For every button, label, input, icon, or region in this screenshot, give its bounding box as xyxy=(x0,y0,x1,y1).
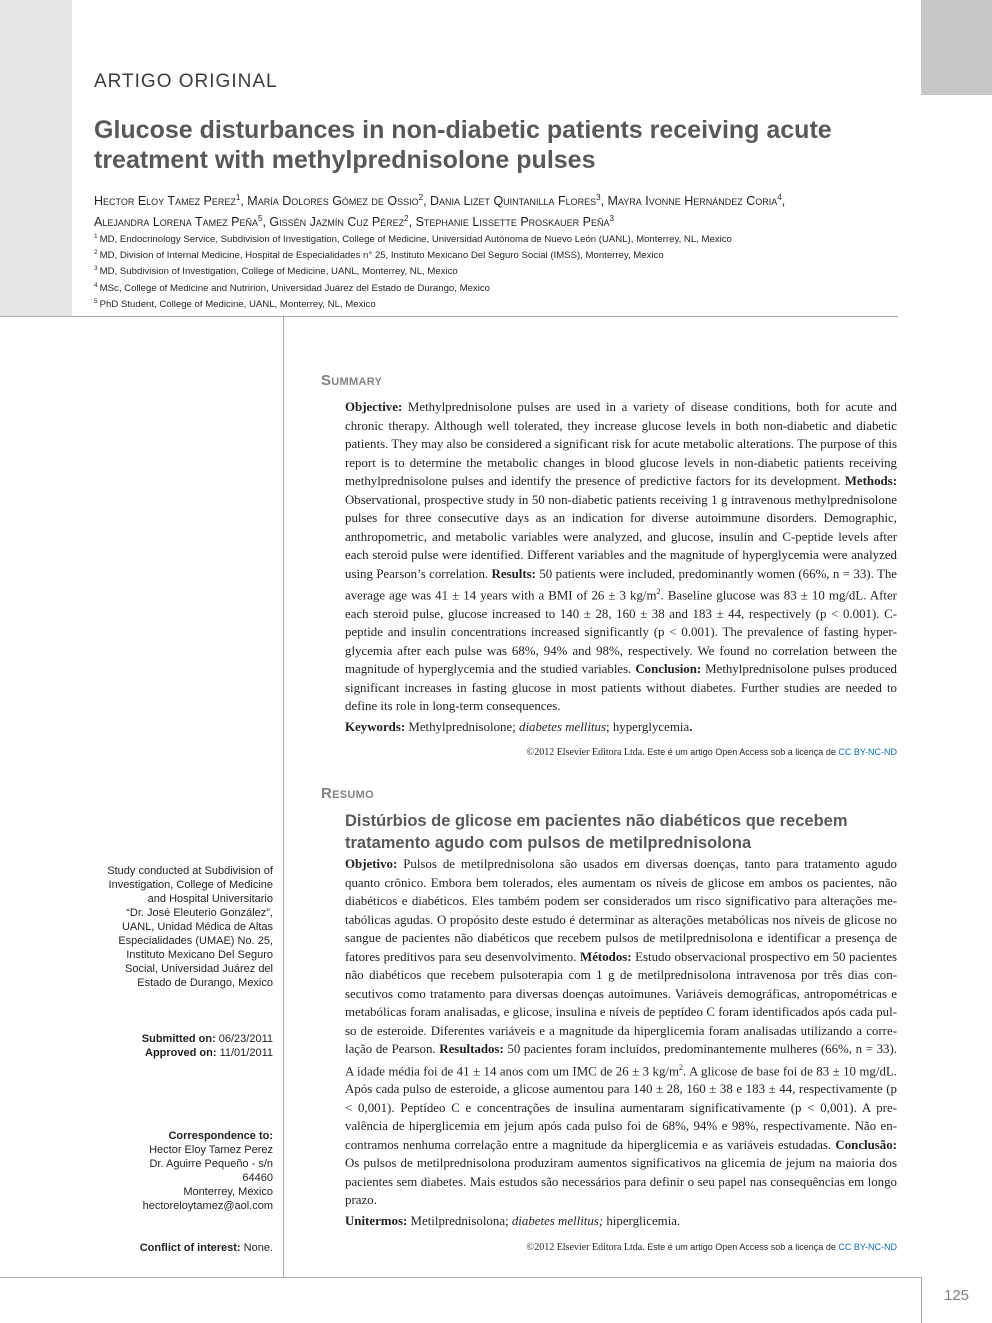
resultados-superscript: 2 xyxy=(679,1062,684,1072)
metodos-text: Estudo observacional prospectivo em 50 pacientes não diabéticos que recebem pulsoterapia com 1 g de metilprednisolona intravenosa por três dias consecutivos como tratamento para diversas doenças autoimunes. Variáveis demográficas, antropométricas e metabólicas foram analisadas, e glicose, insulina e níveis de peptídeo C foram identificados após cada pulso de esteroide. Diferentes variáveis e a magnitude da hiperglicemia foram analisadas utilizando a correlação de Pearson. xyxy=(345,949,898,1056)
objective-text: Methylprednisolone pulses are used in a variety of disease conditions, both for acute and chronic therapy. Although well tolerated, they increase glucose levels in both non-diabetic and diabetic patients. They may also be considered a significant risk for acute metabolic alterations. The purpose of this report is to determine the metabolic changes in blood glucose levels in non-diabetic patients receiving methylprednisolone pulses and identify the presence of predictive factors for its development. xyxy=(345,400,897,488)
results-text-cont: . Baseline glucose was 83 ± 10 mg/dL. After each steroid pulse, glucose increased to 140 ± 28, 160 ± 38 and 183 ± 44, respectively (p < 0.001). C-peptide and insulin concentrations increased significantly (p < 0.001). The prevalence of fasting hyperglycemia after each pulse was 68%, 94% and 98%, respectively. We found no correlation between the magnitude of hyperglycemia and the studied variables. xyxy=(345,588,897,677)
affiliation-item: $^4$ MSc, College of Medicine and Nutririon, Universidad Juárez del Estado de Durango, Mexico xyxy=(94,281,490,294)
submission-dates xyxy=(60,1032,273,1060)
resumo-title: Distúrbios de glicose em pacientes não diabéticos que recebem tratamento agudo com pulsos de metilprednisolona xyxy=(345,812,848,852)
section-label: ARTIGO ORIGINAL xyxy=(94,71,278,92)
objective-label: Objective: xyxy=(345,400,403,414)
license-link[interactable]: CC BY-NC-ND xyxy=(838,1242,897,1252)
affiliation-item: $^1$ MD, Endocrinology Service, Subdivision of Investigation, College of Medicine, Universidad Autónoma de Nuevo León (UANL), Monterrey, NL, Mexico xyxy=(94,233,732,246)
keywords-label: Keywords: xyxy=(345,720,406,734)
author-affil-number: 2 xyxy=(404,214,409,224)
unitermos-label: Unitermos: xyxy=(345,1214,408,1228)
resultados-label: Resultados: xyxy=(439,1042,504,1056)
resumo-unitermos: Unitermos: Metilprednisolona; diabetes mellitus; hiperglicemia. xyxy=(345,1214,681,1228)
conflict-of-interest: Conflict of interest: None. xyxy=(139,1242,273,1254)
methods-text: Observational, prospective study in 50 non-diabetic patients receiving 1 g intravenous methylprednisolone pulses for three consecutive days as an indication for diverse autoimmune disorders. Demographic, anthropometric, and metabolic variables were analyzed, and glucose, insulin and C-peptide levels after each steroid pulse were identified. Different variables and the magnitude of hyperglycemia were analyzed using Pearson’s correlation. xyxy=(345,492,897,581)
methods-label: Methods: xyxy=(844,474,897,488)
author-list xyxy=(94,189,884,231)
submitted-date: Submitted on: 06/23/2011 xyxy=(141,1033,273,1045)
author-name: María Dolores Gómez de Ossio xyxy=(247,194,419,209)
author-line-2: Alejandra Lorena Tamez Peña$^5$, Gissén Jazmín Cuz Pérez$^2$, Stephanie Lissette Proskauer Peña$^3$ xyxy=(94,214,614,230)
conclusao-text: Os pulsos de metilprednisolona produziram aumentos significativos na glicemia de jejum na maioria dos pacientes sem diabetes. Mais estudos são necessários para definir o seu papel nas consequências em longo prazo. xyxy=(345,1156,897,1208)
resultados-text: 50 pacientes foram incluídos, predominantemente mulheres (66%, n = 33). A idade média foi de 41 ± 14 anos com um IMC de 26 ± 3 kg/m xyxy=(345,1042,898,1078)
affiliation-item: $^5$ PhD Student, College of Medicine, UANL, Monterrey, NL, Mexico xyxy=(94,297,376,310)
author-affil-number: 3 xyxy=(596,193,601,202)
article-title-line-1: Glucose disturbances in non-diabetic patients receiving acute xyxy=(94,116,832,144)
article-title-line-2: treatment with methylprednisolone pulses xyxy=(94,146,596,174)
resumo-abstract xyxy=(345,855,897,1210)
page-number: 125 xyxy=(944,1287,970,1304)
column-divider xyxy=(283,317,284,1277)
correspondence: Correspondence to: Hector Eloy Tamez Perez Dr. Aguirre Pequeño - s/n 64460 Monterrey, Mexico hectoreloytamez@aol.com xyxy=(60,1129,273,1213)
page-number-divider xyxy=(921,1277,922,1323)
header-gray-block-right xyxy=(921,0,992,95)
objetivo-text: Pulsos de metilprednisolona são usados em diversas doenças, tanto para tratamento agudo quanto crônico. Embora bem tolerados, eles aumentam os níveis de glicose em ambos os pacientes, não diabéticos e diabéticos. Eles também podem ser considerados um risco significativo para alterações metabólicas agudas. O propósito deste estudo é determinar as alterações metabólicas nos níveis de glicose no sangue de pacientes não diabéticos que recebem pulsos de metilprednisolona e identificar a presença de fatores preditivos para seu desenvolvimento. xyxy=(345,857,897,964)
results-label: Results: xyxy=(491,566,536,581)
article-title xyxy=(94,115,894,175)
conclusion-label: Conclusion: xyxy=(635,662,702,677)
author-affil-number: 4 xyxy=(777,193,782,202)
results-superscript: 2 xyxy=(656,587,661,596)
resumo-copyright: ©2012 Elsevier Editora Ltda. Este é um artigo Open Access sob a licença de CC BY-NC-ND xyxy=(526,1242,897,1253)
author-name: Gissén Jazmín Cuz Pérez xyxy=(269,215,405,230)
affiliation-item: $^2$ MD, Division of Internal Medicine, Hospital de Especialidades n° 25, Instituto Mexicano Del Seguro Social (IMSS), Monterrey, Mexico xyxy=(94,249,664,262)
conclusao-label: Conclusão: xyxy=(835,1137,897,1152)
results-text: 50 patients were included, predominantly women (66%, n = 33). The average age was 41 ± 14 years with a BMI of 26 ± 3 kg/m xyxy=(345,566,897,603)
objetivo-label: Objetivo: xyxy=(345,857,398,871)
study-note: Study conducted at Subdivision of Investigation, College of Medicine and Hospital Universitario “Dr. José Eleuterio González”, UANL, Unidad Médica de Altas Especialidades (UMAE) No. 25, Instituto Mexicano Del Seguro Social, Universidad Juárez del Estado de Durango, Mexico xyxy=(107,865,273,989)
license-link[interactable]: CC BY-NC-ND xyxy=(838,747,897,757)
author-name: Alejandra Lorena Tamez Peña xyxy=(94,215,258,230)
author-name: Stephanie Lissette Proskauer Peña xyxy=(415,215,610,230)
author-affil-number: 5 xyxy=(257,214,263,224)
author-affil-number: 2 xyxy=(418,193,424,202)
summary-abstract xyxy=(345,398,897,716)
summary-heading: Summary xyxy=(321,372,383,389)
author-affil-number: 3 xyxy=(609,214,614,224)
affiliation-list xyxy=(94,230,884,311)
footer-divider xyxy=(0,1277,921,1278)
author-affil-number: 1 xyxy=(235,193,241,202)
author-name: Dania Lizet Quintanilla Flores xyxy=(430,194,597,209)
correspondence-label: Correspondence to: xyxy=(168,1130,273,1142)
resumo-heading: Resumo xyxy=(321,785,374,802)
metodos-label: Métodos: xyxy=(580,949,632,964)
author-name: Hector Eloy Tamez Perez xyxy=(94,194,236,209)
header-divider xyxy=(0,316,898,317)
summary-copyright: ©2012 Elsevier Editora Ltda. Este é um artigo Open Access sob a licença de CC BY-NC-ND xyxy=(526,747,897,758)
correspondence-email[interactable]: hectoreloytamez@aol.com xyxy=(142,1200,273,1212)
author-line-1: Hector Eloy Tamez Perez$^1$, María Dolores Gómez de Ossio$^2$, Dania Lizet Quintanilla Flores$^3$, Mayra Ivonne Hernández Coria$^4$, xyxy=(94,193,786,209)
approved-date: Approved on: 11/01/2011 xyxy=(145,1047,273,1059)
header-gray-block-left xyxy=(0,0,72,317)
summary-keywords: Keywords: Methylprednisolone; diabetes mellitus; hyperglycemia. xyxy=(345,720,693,734)
author-name: Mayra Ivonne Hernández Coria xyxy=(607,194,778,209)
affiliation-item: $^3$ MD, Subdivision of Investigation, College of Medicine, UANL, Monterrey, NL, Mexico xyxy=(94,265,458,278)
resultados-text-cont: . A glicose de base foi de 83 ± 10 mg/dL. Após cada pulso de esteroide, a glicose aumentou para 140 ± 28, 160 ± 38 e 183 ± 44, respectivamente (p < 0,001). Peptídeo C e concentrações de insulina aumentaram significativamente (p < 0,001). A prevalência de hiperglicemia em jejum após cada pulso foi de 68%, 94% e 98%, respectivamente. Não encontramos nenhuma correlação entre a magnitude da hiperglicemia e as variáveis estudadas. xyxy=(345,1063,898,1152)
conclusion-text: Methylprednisolone pulses produced significant increases in fasting glucose in most patients without diabetes. Further studies are needed to define its role in long-term consequences. xyxy=(345,662,897,714)
